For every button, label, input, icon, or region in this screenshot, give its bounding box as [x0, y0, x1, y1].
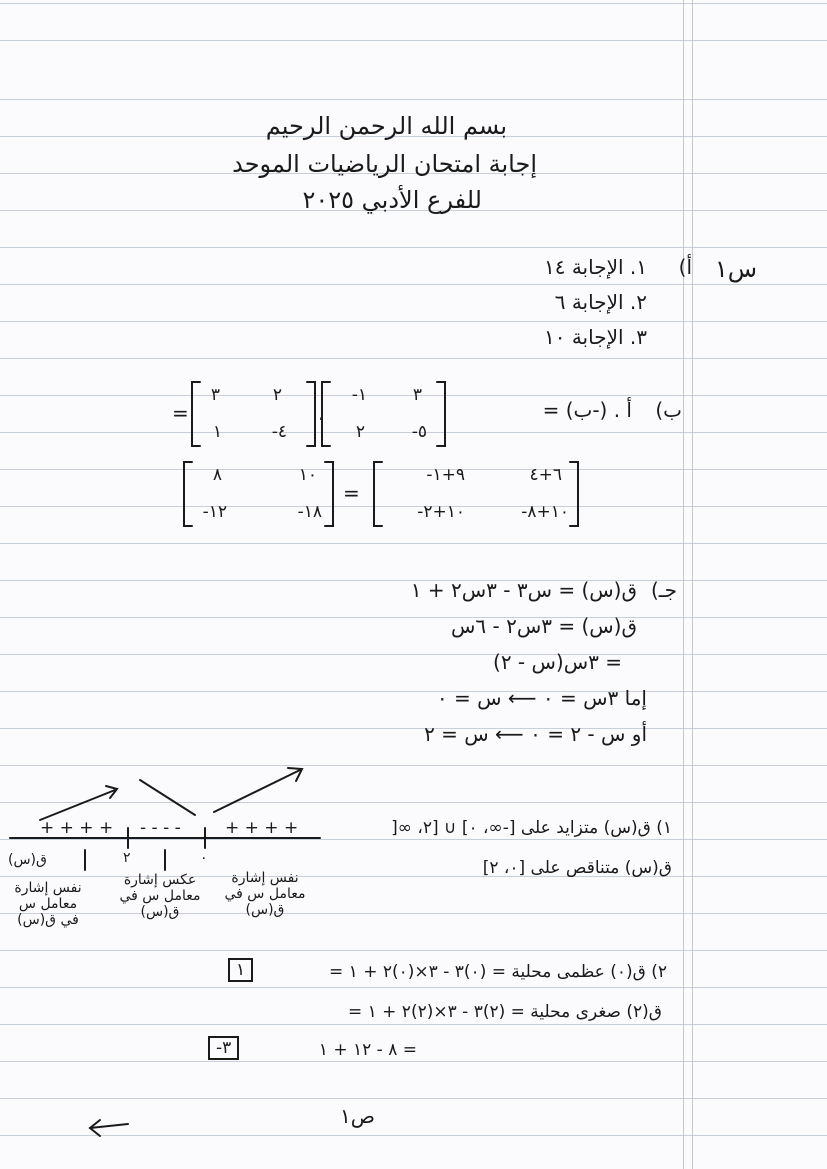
- fx-label: ق(س): [8, 852, 47, 868]
- matrix-b-cell: -٤: [271, 422, 287, 442]
- critical-point: ٠: [200, 850, 208, 866]
- matrix-a-cell: ٢: [355, 422, 365, 442]
- local-min-line: ق(٢) صغرى محلية = (٢)٣ - ٣×(٢)٢ + ١ =: [347, 1002, 662, 1022]
- answer-3: ٣. الإجابة ١٠: [543, 325, 647, 349]
- local-min-value: -٣: [208, 1036, 239, 1060]
- critical-point: ٢: [123, 850, 131, 866]
- basmala: بسم الله الرحمن الرحيم: [265, 112, 507, 140]
- matrix-a-cell: ٣: [412, 385, 422, 405]
- sign-note: نفس إشارة معامل س في ق(س): [14, 880, 82, 928]
- result-cell: ٨: [212, 465, 222, 485]
- derivation-line: ق(س) = ٣س٢ - ٦س: [450, 614, 637, 638]
- part-b-expression: أ . (-ب) =: [542, 398, 632, 422]
- local-max-value: ١: [228, 958, 253, 982]
- matrix-b-cell: ١: [212, 422, 222, 442]
- svg-text:=: =: [343, 481, 360, 505]
- answer-2: ٢. الإجابة ٦: [554, 290, 647, 314]
- sign-note: عكس إشارة معامل س في ق(س): [119, 872, 201, 920]
- answer-1: ١. الإجابة ١٤: [543, 255, 647, 279]
- page-subtitle: للفرع الأدبي ٢٠٢٥: [302, 186, 482, 214]
- matrix-b-cell: ٢: [272, 385, 282, 405]
- sign-note: نفس إشارة معامل س في ق(س): [224, 870, 306, 918]
- decreasing-interval: ق(س) متناقص على [٠، ٢]: [482, 858, 672, 878]
- result-cell: -١٨: [297, 502, 322, 522]
- part-b-label: ب): [655, 398, 682, 422]
- matrix-a-cell: -١: [351, 385, 367, 405]
- step-cell: -٩+١: [426, 465, 465, 485]
- sign-plus: + + + +: [40, 818, 114, 838]
- page-title: إجابة امتحان الرياضيات الموحد: [232, 150, 537, 178]
- matrix-b-cell: ٣: [210, 385, 220, 405]
- increasing-interval: ١) ق(س) متزايد على [-∞، ٠] ∪ [٢، ∞[: [391, 818, 672, 838]
- sign-minus: - - - -: [140, 818, 181, 838]
- result-cell: -١٢: [202, 502, 227, 522]
- part-a-label: أ): [678, 255, 692, 279]
- derivation-line: إما ٣س = ٠ ⟵ س = ٠: [436, 686, 647, 710]
- derivation-line: = ٣س(س - ٢): [493, 650, 622, 674]
- result-cell: ١٠: [298, 465, 317, 485]
- question-label: س١: [714, 255, 757, 283]
- part-c-label: جـ): [650, 578, 677, 602]
- sign-plus: + + + +: [225, 818, 299, 838]
- page-number: ص١: [340, 1104, 375, 1128]
- derivation-line: ق(س) = س٣ - ٣س٢ + ١: [410, 578, 637, 602]
- local-min-calc: ٨ - ١٢ + ١ =: [318, 1040, 417, 1060]
- svg-text:.: .: [318, 401, 325, 425]
- step-cell: ٦+٤: [529, 465, 562, 485]
- derivation-line: أو س - ٢ = ٠ ⟵ س = ٢: [424, 722, 647, 746]
- svg-text:=: =: [172, 401, 189, 425]
- local-max-line: ٢) ق(٠) عظمى محلية = (٠)٣ - ٣×(٠)٢ + ١ =: [329, 962, 667, 982]
- step-cell: -١٠+٢: [417, 502, 465, 522]
- step-cell: -١٠+٨: [521, 502, 569, 522]
- matrix-a-cell: -٥: [411, 422, 427, 442]
